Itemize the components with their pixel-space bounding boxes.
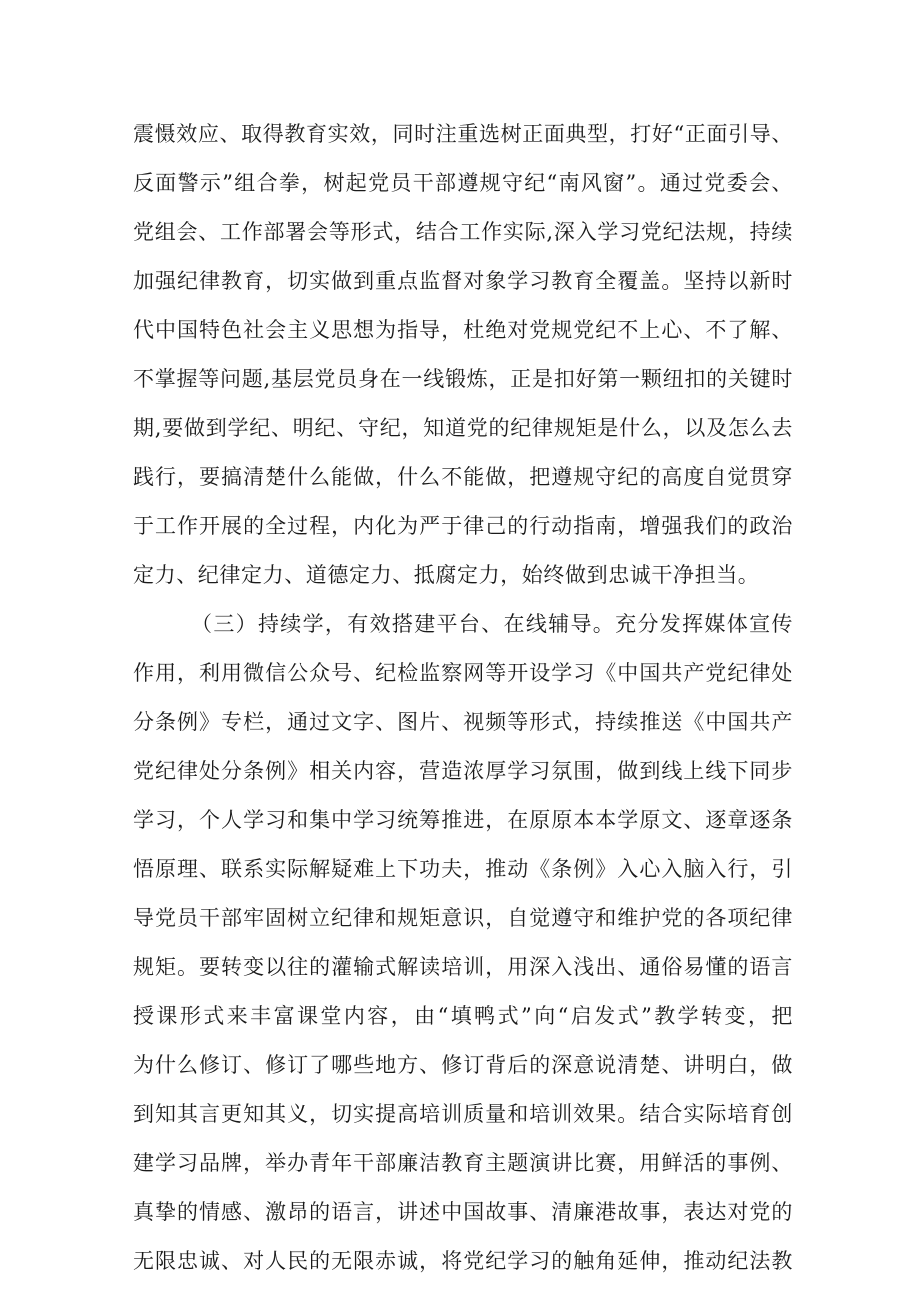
text-line: 建学习品牌，举办青年干部廉洁教育主题演讲比赛，用鲜活的事例、 (133, 1151, 793, 1175)
text-line: 代中国特色社会主义思想为指导，杜绝对党规党纪不上心、不了解、 (133, 318, 793, 342)
text-line: 悟原理、联系实际解疑难上下功夫，推动《条例》入心入脑入行，引 (133, 857, 793, 881)
text-line: 为什么修订、修订了哪些地方、修订背后的深意说清楚、讲明白，做 (133, 1053, 793, 1077)
text-line: 授课形式来丰富课堂内容，由“填鸭式”向“启发式”教学转变，把 (133, 1004, 793, 1028)
text-line: 震慑效应、取得教育实效，同时注重选树正面典型，打好“正面引导、 (133, 122, 793, 146)
text-line: 践行，要搞清楚什么能做，什么不能做，把遵规守纪的高度自觉贯穿 (133, 465, 793, 489)
text-line: 导党员干部牢固树立纪律和规矩意识，自觉遵守和维护党的各项纪律 (133, 906, 793, 930)
text-line: 党纪律处分条例》相关内容，营造浓厚学习氛围，做到线上线下同步 (133, 759, 793, 783)
text-line: 作用，利用微信公众号、纪检监察网等开设学习《中国共产党纪律处 (133, 661, 793, 685)
text-line: 反面警示”组合拳，树起党员干部遵规守纪“南风窗”。通过党委会、 (133, 171, 793, 195)
text-line: 定力、纪律定力、道德定力、抵腐定力，始终做到忠诚干净担当。 (133, 563, 760, 587)
text-line: 无限忠诚、对人民的无限赤诚，将党纪学习的触角延伸，推动纪法教 (133, 1249, 793, 1273)
text-line: 规矩。要转变以往的灌输式解读培训，用深入浅出、通俗易懂的语言 (133, 955, 793, 979)
text-line: 于工作开展的全过程，内化为严于律己的行动指南，增强我们的政治 (133, 514, 793, 538)
text-line: 加强纪律教育，切实做到重点监督对象学习教育全覆盖。坚持以新时 (133, 269, 793, 293)
body-text (133, 110, 793, 1286)
text-line: 到知其言更知其义，切实提高培训质量和培训效果。结合实际培育创 (133, 1102, 793, 1126)
text-line: 分条例》专栏，通过文字、图片、视频等形式，持续推送《中国共产 (133, 710, 793, 734)
text-line: 党组会、工作部署会等形式，结合工作实际,深入学习党纪法规，持续 (133, 220, 793, 244)
section-heading-line: （三）持续学，有效搭建平台、在线辅导。充分发挥媒体宣传 (191, 612, 793, 636)
text-line: 真挚的情感、激昂的语言，讲述中国故事、清廉港故事，表达对党的 (133, 1200, 793, 1224)
text-line: 期,要做到学纪、明纪、守纪，知道党的纪律规矩是什么，以及怎么去 (133, 416, 793, 440)
text-line: 不掌握等问题,基层党员身在一线锻炼，正是扣好第一颗纽扣的关键时 (133, 367, 793, 391)
text-line: 学习，个人学习和集中学习统筹推进，在原原本本学原文、逐章逐条 (133, 808, 793, 832)
